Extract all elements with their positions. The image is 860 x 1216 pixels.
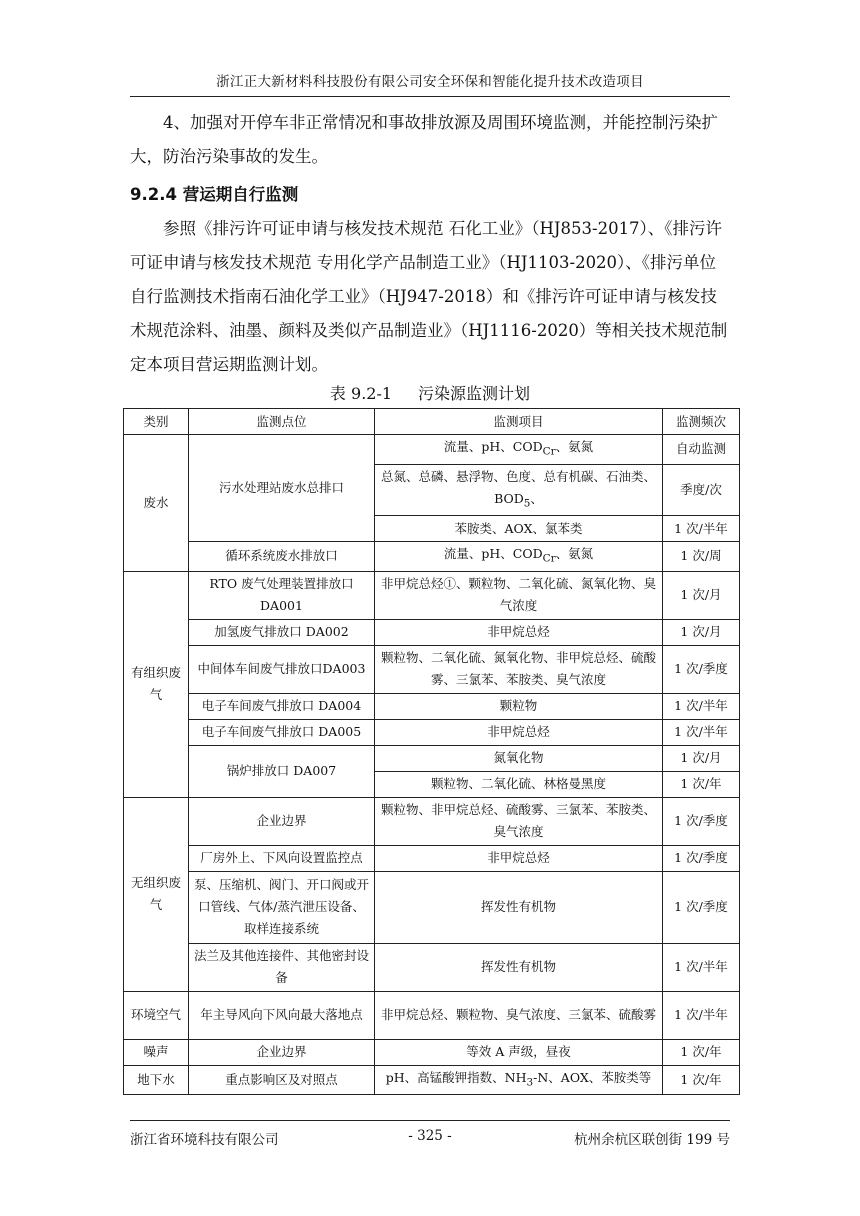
table-row [124,645,740,693]
item-cell: 氮氧化物 [375,745,663,771]
point-cell: 锅炉排放口 DA007 [189,745,375,797]
frequency-cell: 1 次/季度 [663,845,740,871]
category-fugitive-gas: 无组织废气 [124,797,189,991]
point-cell: 电子车间废气排放口 DA004 [189,693,375,719]
header-frequency: 监测频次 [663,409,740,435]
frequency-cell: 1 次/季度 [663,645,740,693]
point-cell: RTO 废气处理装置排放口DA001 [189,571,375,619]
category-groundwater: 地下水 [124,1065,189,1095]
item-cell: 流量、pH、$COD_{Cr}$、氨氮 [375,542,663,572]
table-row [124,745,740,771]
footer-company: 浙江省环境科技有限公司 [130,1132,279,1148]
item-cell: 等效 A 声级，昼夜 [375,1039,663,1065]
table-row [124,719,740,745]
item-cell: 总氮、总磷、悬浮物、色度、总有机碳、石油类、$BOD_5$、 [375,464,663,516]
frequency-cell: 1 次/半年 [663,516,740,542]
item-cell: 颗粒物、非甲烷总烃、硫酸雾、三氯苯、苯胺类、臭气浓度 [375,797,663,845]
category-wastewater: 废水 [124,435,189,572]
frequency-cell: 1 次/半年 [663,719,740,745]
footer-rule [130,1120,730,1121]
item-cell: 非甲烷总烃①、颗粒物、二氧化硫、氮氧化物、臭气浓度 [375,571,663,619]
point-cell: 企业边界 [189,1039,375,1065]
item-cell: 颗粒物 [375,693,663,719]
header-rule [130,96,730,97]
item-cell: pH、高锰酸钾指数、$NH_3-N$、AOX、苯胺类等 [375,1065,663,1095]
item-cell: 非甲烷总烃 [375,845,663,871]
header-category: 类别 [124,409,189,435]
table-caption [130,381,730,407]
frequency-cell: 1 次/周 [663,542,740,572]
table-row [124,542,740,572]
paragraph-item-4: 4、加强对开停车非正常情况和事故排放源及周围环境监测，并能控制污染扩大，防治污染事故的发生。 [130,113,718,166]
frequency-cell: 1 次/年 [663,771,740,797]
footer-address: 杭州余杭区联创街 199 号 [574,1132,730,1148]
frequency-cell: 1 次/年 [663,1065,740,1095]
point-cell: 法兰及其他连接件、其他密封设备 [189,943,375,991]
item-cell: 挥发性有机物 [375,943,663,991]
item-cell: 非甲烷总烃 [375,719,663,745]
table-row [124,693,740,719]
table-header-row [124,409,740,435]
table-caption-title: 污染源监测计划 [418,384,531,403]
item-cell: 苯胺类、AOX、氯苯类 [375,516,663,542]
table-row [124,797,740,845]
frequency-cell: 自动监测 [663,435,740,465]
table-row [124,991,740,1039]
point-cell: 中间体车间废气排放口DA003 [189,645,375,693]
section-heading: 9.2.4 营运期自行监测 [130,185,299,204]
frequency-cell: 1 次/半年 [663,943,740,991]
table-row [124,619,740,645]
item-cell: 颗粒物、二氧化硫、林格曼黑度 [375,771,663,797]
frequency-cell: 1 次/半年 [663,693,740,719]
table-row [124,1065,740,1095]
table-row [124,943,740,991]
frequency-cell: 1 次/月 [663,619,740,645]
frequency-cell: 1 次/月 [663,571,740,619]
frequency-cell: 1 次/半年 [663,991,740,1039]
table-caption-number: 表 9.2-1 [329,384,393,403]
frequency-cell: 1 次/月 [663,745,740,771]
point-cell: 电子车间废气排放口 DA005 [189,719,375,745]
frequency-cell: 1 次/季度 [663,797,740,845]
footer-page-number: - 325 - [408,1128,452,1144]
category-ambient-air: 环境空气 [124,991,189,1039]
category-noise: 噪声 [124,1039,189,1065]
point-cell: 泵、压缩机、阀门、开口阀或开口管线、气体/蒸汽泄压设备、取样连接系统 [189,871,375,943]
item-cell: 流量、pH、$COD_{Cr}$、氨氮 [375,435,663,465]
point-cell: 企业边界 [189,797,375,845]
table-row [124,571,740,619]
table-row [124,845,740,871]
table-row [124,1039,740,1065]
point-cell: 加氢废气排放口 DA002 [189,619,375,645]
frequency-cell: 1 次/季度 [663,871,740,943]
point-cell: 污水处理站废水总排口 [189,435,375,542]
table-row [124,871,740,943]
category-organized-gas: 有组织废气 [124,571,189,797]
monitoring-plan-table [123,408,740,1095]
point-cell: 循环系统废水排放口 [189,542,375,572]
frequency-cell: 1 次/年 [663,1039,740,1065]
running-header: 浙江正大新材料科技股份有限公司安全环保和智能化提升技术改造项目 [216,74,644,90]
frequency-cell: 季度/次 [663,464,740,516]
point-cell: 年主导风向下风向最大落地点 [189,991,375,1039]
item-cell: 非甲烷总烃 [375,619,663,645]
point-cell: 重点影响区及对照点 [189,1065,375,1095]
table-row [124,435,740,465]
item-cell: 挥发性有机物 [375,871,663,943]
header-point: 监测点位 [189,409,375,435]
section-paragraph: 参照《排污许可证申请与核发技术规范 石化工业》（HJ853-2017）、《排污许可证申请与核发技术规范 专用化学产品制造工业》（HJ1103-2020）、《排污单位自行监测技术指南石油化学工业》（HJ947-2018）和《排污许可证申请与核发技术规范涂料、油墨、颜料及类似产品制造业》（HJ1116-2020）等相关技术规范制定本项目营运期监测计划。 [130,219,728,374]
header-item: 监测项目 [375,409,663,435]
point-cell: 厂房外上、下风向设置监控点 [189,845,375,871]
item-cell: 颗粒物、二氧化硫、氮氧化物、非甲烷总烃、硫酸雾、三氯苯、苯胺类、臭气浓度 [375,645,663,693]
item-cell: 非甲烷总烃、颗粒物、臭气浓度、三氯苯、硫酸雾 [375,991,663,1039]
